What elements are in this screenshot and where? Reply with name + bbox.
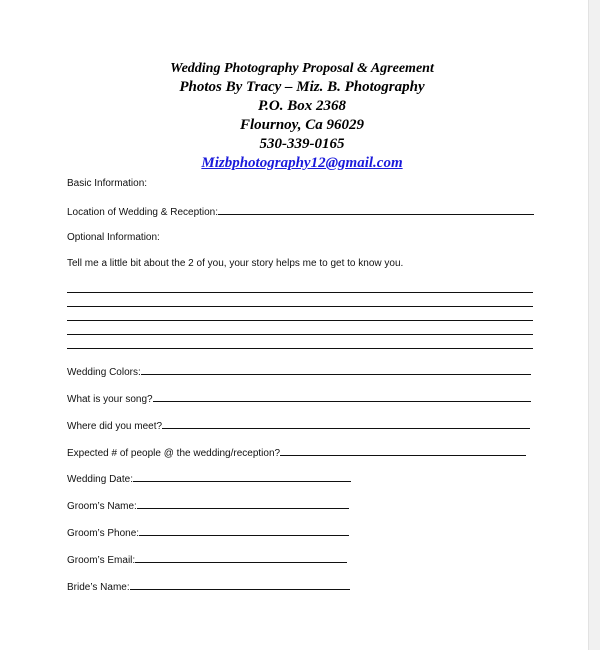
story-field-line-5[interactable] bbox=[67, 348, 533, 349]
song-label: What is your song? bbox=[67, 394, 153, 405]
meet-field[interactable] bbox=[162, 419, 530, 429]
story-field-line-1[interactable] bbox=[67, 292, 533, 293]
song-row bbox=[67, 392, 531, 406]
groom-email-label: Groom’s Email: bbox=[67, 555, 136, 566]
groom-email-field[interactable] bbox=[135, 553, 347, 563]
document-title: Wedding Photography Proposal & Agreement bbox=[170, 61, 434, 76]
people-field[interactable] bbox=[280, 446, 526, 456]
bride-name-field[interactable] bbox=[130, 580, 350, 590]
groom-phone-field[interactable] bbox=[139, 526, 349, 536]
meet-label: Where did you meet? bbox=[67, 421, 163, 432]
wedding-date-row bbox=[67, 472, 351, 486]
wedding-colors-row bbox=[67, 365, 531, 379]
location-row bbox=[67, 205, 534, 219]
story-prompt-text: Tell me a little bit about the 2 of you, your story helps me to get to know you. bbox=[67, 258, 404, 269]
wedding-date-label: Wedding Date: bbox=[67, 474, 133, 485]
email-link[interactable]: Mizbphotography12@gmail.com bbox=[201, 155, 403, 171]
groom-name-row bbox=[67, 499, 349, 513]
story-prompt bbox=[67, 258, 403, 270]
document-header bbox=[0, 60, 600, 173]
groom-phone-row bbox=[67, 526, 349, 540]
people-row bbox=[67, 446, 526, 460]
meet-row bbox=[67, 419, 530, 433]
phone-number: 530-339-0165 bbox=[259, 136, 345, 152]
vertical-scrollbar[interactable] bbox=[588, 0, 600, 650]
groom-email-row bbox=[67, 553, 347, 567]
wedding-colors-label: Wedding Colors: bbox=[67, 367, 141, 378]
basic-info-label bbox=[67, 178, 147, 190]
wedding-date-field[interactable] bbox=[133, 472, 351, 482]
business-name: Photos By Tracy – Miz. B. Photography bbox=[179, 79, 425, 95]
basic-info-text: Basic Information: bbox=[67, 178, 148, 189]
bride-name-label: Bride’s Name: bbox=[67, 582, 130, 593]
city-address: Flournoy, Ca 96029 bbox=[239, 117, 365, 133]
people-label: Expected # of people @ the wedding/reception? bbox=[67, 448, 281, 459]
song-field[interactable] bbox=[153, 392, 531, 402]
story-field-line-3[interactable] bbox=[67, 320, 533, 321]
optional-info-text: Optional Information: bbox=[67, 232, 160, 243]
groom-name-label: Groom’s Name: bbox=[67, 501, 137, 512]
story-field-line-2[interactable] bbox=[67, 306, 533, 307]
story-field-line-4[interactable] bbox=[67, 334, 533, 335]
wedding-colors-field[interactable] bbox=[141, 365, 531, 375]
groom-phone-label: Groom’s Phone: bbox=[67, 528, 140, 539]
po-box: P.O. Box 2368 bbox=[257, 98, 347, 114]
location-field[interactable] bbox=[218, 205, 534, 215]
groom-name-field[interactable] bbox=[137, 499, 349, 509]
bride-name-row bbox=[67, 580, 350, 594]
location-label: Location of Wedding & Reception: bbox=[67, 207, 219, 218]
optional-info-label bbox=[67, 232, 160, 244]
